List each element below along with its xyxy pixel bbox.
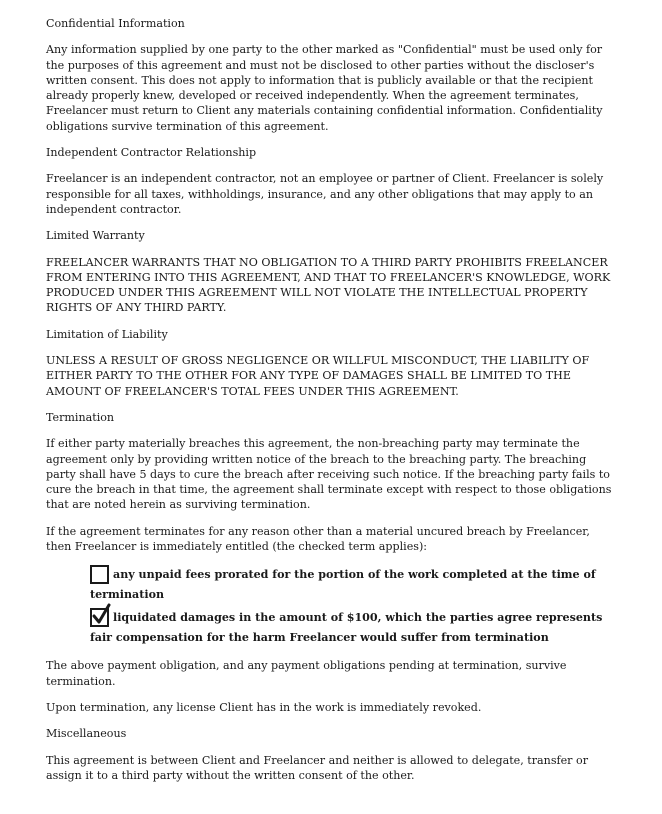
warranty-heading: Limited Warranty: [46, 229, 145, 243]
misc-heading: Miscellaneous: [46, 727, 127, 741]
option-liquidated-damages: [90, 608, 618, 647]
check-mark-icon: [91, 603, 111, 625]
checkbox-prorated-fees[interactable]: [90, 565, 109, 584]
misc-body: This agreement is between Client and Freelancer and neither is allowed to delegate, transfer or assign it to a third party without the written consent of the other.: [46, 753, 588, 782]
option-prorated-fees-label: any unpaid fees prorated for the portion of the work completed at the time of termination: [90, 568, 596, 601]
contractor-heading: Independent Contractor Relationship: [46, 146, 257, 160]
termination-body-license: Upon termination, any license Client has in the work is immediately revoked.: [46, 700, 482, 714]
confidential-body: Any information supplied by one party to the other marked as "Confidential" must be used only for the purposes of this agreement and must not be disclosed to other parties without the discloser's written consent. This does not apply to information that is publicly available or that the recipient already properly knew, developed or received independently. When the agreement terminates, Freelancer must return to Client any materials containing confidential information. Confidentiality obligations survive termination of this agreement.: [46, 43, 603, 133]
liability-body: UNLESS A RESULT OF GROSS NEGLIGENCE OR WILLFUL MISCONDUCT, THE LIABILITY OF EITHER PARTY TO THE OTHER FOR ANY TYPE OF DAMAGES SHALL BE LIMITED TO THE AMOUNT OF FREELANCER'S TOTAL FEES UNDER THIS AGREEMENT.: [46, 354, 590, 398]
checkbox-liquidated-damages[interactable]: [90, 608, 109, 627]
termination-options: [90, 565, 618, 647]
warranty-body: FREELANCER WARRANTS THAT NO OBLIGATION TO A THIRD PARTY PROHIBITS FREELANCER FROM ENTERING INTO THIS AGREEMENT, AND THAT TO FREELANCER'S KNOWLEDGE, WORK PRODUCED UNDER THIS AGREEMENT WILL NOT VIOLATE THE INTELLECTUAL PROPERTY RIGHTS OF ANY THIRD PARTY.: [46, 255, 611, 315]
termination-body-survive: The above payment obligation, and any payment obligations pending at termination, survive termination.: [46, 659, 567, 688]
termination-body-breach: If either party materially breaches this agreement, the non-breaching party may terminate the agreement only by providing written notice of the breach to the breaching party. The breaching party shall have 5 days to cure the breach after receiving such notice. If the breaching party fails to cure the breach in that time, the agreement shall terminate except with respect to those obligations that are noted herein as surviving termination.: [46, 437, 612, 512]
confidential-heading: Confidential Information: [46, 17, 185, 30]
contractor-body: Freelancer is an independent contractor, not an employee or partner of Client. Freelancer is solely responsible for all taxes, withholdings, insurance, and any other obligations that may apply to an independent contractor.: [46, 172, 604, 216]
option-liquidated-damages-label: liquidated damages in the amount of $100, which the parties agree represents fair compensation for the harm Freelancer would suffer from termination: [90, 611, 603, 644]
termination-heading: Termination: [46, 410, 115, 424]
agreement-document: [46, 16, 618, 794]
option-prorated-fees: [90, 565, 618, 604]
liability-heading: Limitation of Liability: [46, 327, 168, 341]
termination-body-entitlement: If the agreement terminates for any reason other than a material uncured breach by Freelancer, then Freelancer is immediately entitled (the checked term applies):: [46, 524, 590, 554]
